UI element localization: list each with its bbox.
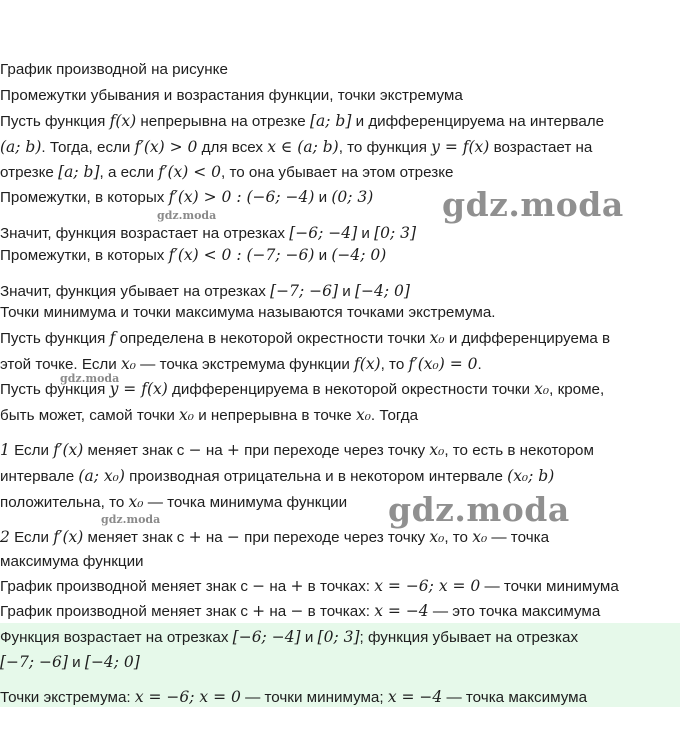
text-segment: — точка минимума функции	[143, 494, 348, 511]
text-line	[0, 111, 680, 132]
text-segment: при переходе через точку	[239, 529, 430, 546]
math-expression: f′(x) > 0 : (−6; −4)	[168, 188, 315, 206]
text-line	[0, 576, 680, 597]
watermark-logo: gdz.moda	[60, 372, 120, 385]
text-segment: при переходе через точку	[239, 442, 430, 459]
text-line	[0, 303, 680, 323]
math-expression: f(x)	[354, 355, 381, 373]
math-expression: 1	[0, 441, 10, 459]
text-segment: быть может, самой точки	[0, 407, 180, 424]
text-line	[0, 281, 680, 302]
math-expression: [0; 3]	[317, 628, 360, 646]
text-segment: Пусть функция	[0, 330, 110, 347]
text-line	[0, 60, 680, 80]
text-segment: этой точке. Если	[0, 356, 121, 373]
text-segment: . Тогда, если	[41, 139, 135, 156]
math-expression: f′(x)	[53, 528, 84, 546]
text-segment: График производной на рисунке	[0, 61, 228, 78]
math-expression: +	[226, 441, 240, 459]
text-segment: . Тогда	[370, 407, 419, 424]
math-expression: +	[252, 602, 266, 620]
text-segment: Если	[9, 442, 54, 459]
math-expression: −	[252, 577, 266, 595]
text-segment: и	[314, 247, 332, 264]
text-segment: на	[201, 442, 227, 459]
text-segment: Значит, функция убывает на отрезках	[0, 283, 271, 300]
watermark-logo: gdz.moda	[388, 490, 570, 529]
math-expression: x₀	[429, 528, 445, 546]
math-expression: (0; 3)	[331, 188, 374, 206]
math-expression: −	[290, 602, 304, 620]
text-segment: Точки экстремума:	[0, 689, 135, 706]
text-segment: ; функция убывает на отрезках	[359, 629, 579, 646]
text-segment: Если	[9, 529, 54, 546]
text-segment: Промежутки, в которых	[0, 247, 169, 264]
math-expression: f′(x)	[53, 441, 84, 459]
text-segment: Промежутки, в которых	[0, 189, 169, 206]
text-segment: меняет знак с	[83, 442, 189, 459]
math-expression: f′(x) > 0	[134, 138, 198, 156]
watermark-logo: gdz.moda	[157, 209, 217, 222]
text-segment: , то она убывает на этом отрезке	[221, 164, 454, 181]
text-line	[0, 405, 680, 426]
text-segment: и	[357, 225, 375, 242]
text-line	[0, 162, 680, 183]
math-expression: y = f(x)	[431, 138, 490, 156]
math-expression: f(x)	[109, 112, 137, 130]
text-segment: , кроме,	[549, 381, 605, 398]
text-segment: отрезке	[0, 164, 59, 181]
text-segment: и	[67, 654, 85, 671]
math-expression: [−4; 0]	[354, 282, 410, 300]
math-expression: [a; b]	[309, 112, 352, 130]
text-segment: , то	[380, 356, 409, 373]
math-expression: (x₀; b)	[507, 467, 555, 485]
text-segment: определена в некоторой окрестности точки	[115, 330, 430, 347]
text-segment: Пусть функция	[0, 113, 110, 130]
math-expression: −	[188, 441, 202, 459]
text-segment: .	[477, 356, 482, 373]
text-segment: и	[338, 283, 355, 300]
math-expression: −	[226, 528, 240, 546]
text-segment: — точка	[487, 529, 550, 546]
math-expression: +	[188, 528, 202, 546]
watermark-logo: gdz.moda	[442, 185, 624, 224]
math-expression: x = −4	[374, 602, 429, 620]
text-segment: на	[201, 529, 227, 546]
text-segment: и дифференцируема в	[444, 330, 611, 347]
math-expression: [−7; −6]	[270, 282, 339, 300]
text-segment: в точках:	[303, 578, 375, 595]
text-line	[0, 466, 680, 487]
text-segment: — точки минимума	[480, 578, 619, 595]
text-line	[0, 652, 680, 673]
math-expression: [a; b]	[58, 163, 100, 181]
text-line	[0, 328, 680, 349]
text-segment: положительна, то	[0, 494, 129, 511]
text-segment: и непрерывна в точке	[194, 407, 356, 424]
math-expression: x = −4	[387, 688, 443, 706]
text-line	[0, 552, 680, 572]
math-expression: f	[109, 329, 116, 347]
text-segment: меняет знак с	[83, 529, 189, 546]
math-expression: x = −6; x = 0	[374, 577, 481, 595]
text-line	[0, 86, 680, 106]
text-line	[0, 601, 680, 622]
text-line	[0, 492, 680, 513]
text-segment: и	[314, 189, 332, 206]
text-line	[0, 687, 680, 708]
text-segment: максимума функции	[0, 553, 144, 570]
math-expression: f′(x) < 0 : (−7; −6)	[168, 246, 315, 264]
watermark-logo: gdz.moda	[101, 513, 161, 526]
text-segment: , то есть в некотором	[444, 442, 594, 459]
math-expression: y = f(x)	[109, 380, 168, 398]
text-segment: и дифференцируема на интервале	[351, 113, 605, 130]
math-expression: x₀	[179, 406, 194, 424]
math-expression: x = −6; x = 0	[134, 688, 241, 706]
math-expression: f′(x) < 0	[158, 163, 222, 181]
text-segment: для всех	[197, 139, 268, 156]
text-segment: Точки минимума и точки максимума называются точками экстремума.	[0, 304, 496, 321]
math-expression: 2	[0, 528, 10, 546]
math-expression: (−4; 0)	[331, 246, 387, 264]
text-segment: , то функция	[338, 139, 432, 156]
math-expression: x ∈ (a; b)	[267, 138, 339, 156]
text-segment: График производной меняет знак с	[0, 578, 253, 595]
text-segment: непрерывна на отрезке	[136, 113, 310, 130]
text-segment: Промежутки убывания и возрастания функции, точки экстремума	[0, 87, 463, 104]
math-expression: x₀	[128, 493, 144, 511]
math-expression: x₀	[534, 380, 550, 398]
math-expression: [−6; −4]	[232, 628, 301, 646]
text-line	[0, 527, 680, 548]
text-segment: — точка экстремума функции	[135, 356, 355, 373]
text-line	[0, 137, 680, 158]
text-segment: , а если	[99, 164, 159, 181]
math-expression: x₀	[120, 355, 136, 373]
math-expression: x₀	[429, 441, 445, 459]
text-segment: дифференцируема в некоторой окрестности точки	[167, 381, 535, 398]
text-segment: и	[300, 629, 318, 646]
text-segment: Значит, функция возрастает на отрезках	[0, 225, 290, 242]
text-segment: производная отрицательна и в некотором интервале	[124, 468, 508, 485]
text-line	[0, 245, 680, 266]
math-expression: [0; 3]	[374, 224, 417, 242]
math-expression: [−7; −6]	[0, 653, 68, 671]
text-segment: возрастает на	[489, 139, 593, 156]
text-segment: на	[265, 603, 291, 620]
math-expression: (a; x₀)	[78, 467, 125, 485]
text-line	[0, 627, 680, 648]
math-expression: x₀	[355, 406, 371, 424]
text-line	[0, 440, 680, 461]
math-expression: (a; b)	[0, 138, 42, 156]
text-segment: Пусть функция	[0, 381, 110, 398]
math-expression: x₀	[429, 329, 445, 347]
math-expression: f′(x₀) = 0	[408, 355, 478, 373]
text-line	[0, 223, 680, 244]
text-segment: в точках:	[303, 603, 375, 620]
math-expression: +	[290, 577, 304, 595]
text-segment: на	[265, 578, 291, 595]
text-segment: — это точка максимума	[428, 603, 601, 620]
text-segment: — точка максимума	[442, 689, 588, 706]
text-segment: График производной меняет знак с	[0, 603, 253, 620]
text-segment: интервале	[0, 468, 79, 485]
text-segment: — точки минимума;	[240, 689, 388, 706]
math-expression: [−4; 0]	[84, 653, 140, 671]
text-segment: Функция возрастает на отрезках	[0, 629, 233, 646]
text-segment: , то	[444, 529, 473, 546]
math-expression: x₀	[472, 528, 488, 546]
math-expression: [−6; −4]	[289, 224, 358, 242]
